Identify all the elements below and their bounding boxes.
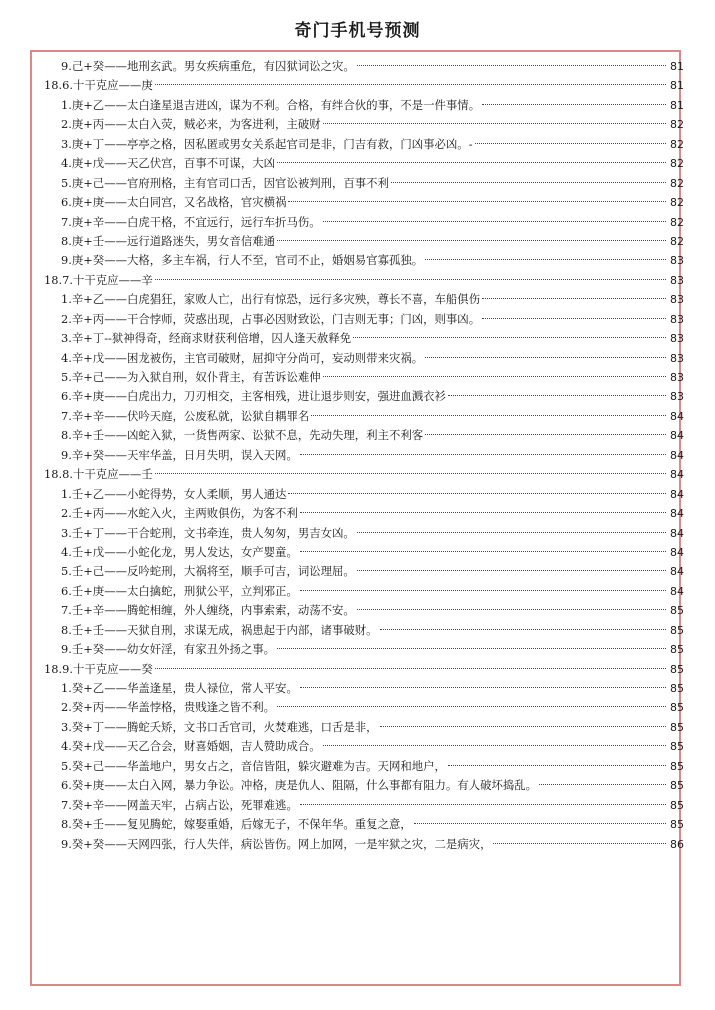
dot-leader: [380, 629, 666, 630]
dot-leader: [482, 298, 666, 299]
dot-leader: [425, 434, 666, 435]
dot-leader: [300, 687, 666, 688]
toc-section-row[interactable]: [44, 76, 684, 95]
toc-page-number: 84: [670, 565, 684, 579]
toc-entry-row[interactable]: [44, 835, 684, 854]
dot-leader: [323, 221, 666, 222]
toc-entry-row[interactable]: [44, 387, 684, 406]
dot-leader: [300, 590, 666, 591]
toc-entry-text: 7.庚+辛——白虎干格，不宜远行，远行车折马伤。: [61, 214, 321, 229]
toc-entry-row[interactable]: [44, 232, 684, 251]
dot-leader: [357, 570, 666, 571]
toc-page-number: 83: [670, 332, 684, 346]
toc-entry-row[interactable]: [44, 426, 684, 445]
dot-leader: [288, 201, 666, 202]
toc-entry-text: 9.庚+癸——大格，多主车祸，行人不至，官司不止，婚姻易官寡孤独。: [61, 253, 424, 268]
dot-leader: [475, 143, 666, 144]
toc-entry-text: 6.辛+庚——白虎出力，刀刃相交，主客相残，进让退步则安，强进血溅衣衫: [61, 389, 446, 404]
toc-entry-text: 8.癸+壬——复见腾蛇，嫁娶重婚，后嫁无子，不保年华。重复之意，: [61, 817, 412, 832]
toc-entry-row[interactable]: [44, 815, 684, 834]
dot-leader: [353, 337, 666, 338]
toc-entry-text: 1.癸+乙——华盖逢星，贵人禄位，常人平安。: [61, 681, 298, 695]
toc-page-number: 84: [670, 409, 684, 423]
toc-entry-text: 7.癸+辛——网盖天牢，占病占讼，死罪难逃。: [61, 797, 298, 812]
toc-page-number: 82: [670, 118, 684, 132]
table-of-contents: [44, 57, 684, 854]
toc-entry-row[interactable]: [44, 485, 684, 504]
toc-page-number: 85: [670, 682, 684, 695]
toc-page-number: 84: [670, 545, 684, 559]
toc-page-number: 84: [670, 448, 684, 462]
toc-entry-text: 7.壬+辛——腾蛇相缠，外人缠绕，内事索索，动荡不安。: [61, 603, 355, 618]
toc-entry-row[interactable]: [44, 543, 684, 562]
toc-page-number: 85: [670, 759, 684, 773]
dot-leader: [357, 65, 666, 66]
toc-entry-text: 7.辛+辛——伏吟天庭，公废私就，讼狱自耦罪名: [61, 408, 310, 423]
toc-entry-row[interactable]: [44, 368, 684, 387]
toc-page-number: 85: [670, 818, 684, 832]
toc-entry-text: 3.庚+丁——亭亭之格，因私匿或男女关系起官司是非，门吉有救，门凶事必凶。-: [61, 136, 473, 151]
toc-entry-text: 3.壬+丁——干合蛇刑，文书牵连，贵人匆匆，男吉女凶。: [61, 525, 355, 540]
toc-entry-text: 5.壬+己——反吟蛇刑，大祸将至，顺手可吉，词讼理屈。: [61, 564, 355, 579]
toc-entry-text: 6.庚+庚——太白同宫，又名战格，官灾横祸: [61, 195, 287, 210]
toc-page-number: 85: [670, 623, 684, 637]
dot-leader: [155, 473, 666, 474]
toc-entry-text: 6.癸+庚——太白入网，暴力争讼。冲格，庚是仇人、阻隔，什么事都有阻力。有人破坏捣乱。: [61, 778, 538, 793]
dot-leader: [277, 240, 666, 241]
toc-page-number: 83: [670, 254, 684, 268]
toc-entry-text: 3.辛+丁--狱神得奇，经商求财获利倍增，囚人逢天赦释免: [61, 331, 352, 346]
dot-leader: [414, 823, 666, 824]
dot-leader: [357, 532, 666, 533]
dot-leader: [323, 745, 666, 746]
toc-entry-text: 2.辛+丙——干合悖师，荧惑出现，占事必因财致讼，门吉则无事；门凶，则事凶。: [61, 311, 481, 326]
toc-page-number: 82: [670, 196, 684, 210]
toc-entry-text: 4.辛+戊——困龙被伤，主官司破财，屈抑守分尚可，妄动则带来灾祸。: [61, 350, 424, 365]
toc-entry-row[interactable]: [44, 562, 684, 581]
toc-entry-text: 5.癸+己——华盖地户，男女占之，音信皆阻，躲灾避难为吉。天网和地户，: [61, 758, 446, 773]
toc-page-number: 84: [670, 507, 684, 521]
toc-page-number: 83: [670, 293, 684, 307]
toc-page-number: 84: [670, 487, 684, 501]
toc-entry-row[interactable]: [44, 251, 684, 270]
toc-entry-row[interactable]: [44, 698, 684, 717]
toc-entry-text: 1.壬+乙——小蛇得势，女人柔顺，男人通达: [61, 486, 287, 501]
toc-entry-row[interactable]: [44, 290, 684, 309]
toc-page-number: 85: [670, 662, 684, 676]
dot-leader: [155, 668, 666, 669]
dot-leader: [357, 609, 666, 610]
page-title: 奇门手机号预测: [294, 21, 421, 41]
dot-leader: [323, 376, 666, 377]
toc-entry-text: 1.辛+乙——白虎猖狂，家败人亡，出行有惊恐，远行多灾殃，尊长不喜，车船俱伤: [61, 292, 481, 307]
toc-entry-row[interactable]: [44, 115, 684, 134]
dot-leader: [323, 123, 666, 124]
toc-entry-row[interactable]: [44, 310, 684, 329]
toc-entry-row[interactable]: [44, 135, 684, 154]
dot-leader: [425, 259, 666, 260]
dot-leader: [493, 843, 666, 844]
toc-page-number: 85: [670, 798, 684, 812]
toc-entry-row[interactable]: [44, 640, 684, 659]
dot-leader: [300, 804, 666, 805]
toc-page-number: 82: [670, 176, 684, 190]
toc-entry-text: 2.癸+丙——华盖悖格，贵贱逢之皆不利。: [61, 700, 276, 715]
toc-entry-row[interactable]: [44, 57, 684, 76]
dot-leader: [155, 84, 666, 85]
toc-page-number: 81: [670, 79, 684, 93]
dot-leader: [380, 726, 666, 727]
toc-page-number: 82: [670, 215, 684, 229]
toc-page-number: 84: [670, 526, 684, 540]
toc-entry-row[interactable]: [44, 621, 684, 640]
toc-entry-row[interactable]: [44, 329, 684, 348]
toc-section-row[interactable]: [44, 660, 684, 679]
toc-entry-text: 18.8.十干克应——壬: [44, 467, 153, 482]
toc-entry-row[interactable]: [44, 718, 684, 737]
toc-page-number: 85: [670, 701, 684, 715]
toc-page-number: 83: [670, 390, 684, 404]
toc-page-number: 84: [670, 429, 684, 443]
toc-entry-row[interactable]: [44, 96, 684, 115]
toc-entry-text: 8.辛+壬——凶蛇入狱，一货售两家、讼狱不息，先动失理，利主不利客: [61, 428, 424, 443]
toc-entry-row[interactable]: [44, 154, 684, 173]
dot-leader: [425, 357, 666, 358]
toc-entry-row[interactable]: [44, 757, 684, 776]
toc-page-number: 86: [670, 837, 684, 851]
dot-leader: [539, 784, 666, 785]
dot-leader: [300, 551, 666, 552]
toc-page-number: 84: [670, 584, 684, 598]
toc-page-number: 85: [670, 604, 684, 618]
toc-entry-text: 8.壬+壬——天狱自刑，求谋无成，祸患起于内部，诸事破财。: [61, 622, 378, 637]
toc-entry-row[interactable]: [44, 349, 684, 368]
toc-entry-row[interactable]: [44, 776, 684, 795]
toc-entry-row[interactable]: [44, 737, 684, 756]
toc-page-number: 83: [670, 312, 684, 326]
toc-page-number: 81: [670, 98, 684, 112]
toc-entry-text: 1.庚+乙——太白逢星退吉进凶，谋为不利。合格，有绊合伙的事，不是一件事情。: [61, 97, 481, 112]
dot-leader: [391, 182, 666, 183]
toc-entry-row[interactable]: [44, 407, 684, 426]
toc-entry-row[interactable]: [44, 582, 684, 601]
toc-entry-text: 9.癸+癸——天网四张，行人失伴，病讼皆伤。网上加网，一是牢狱之灾，二是病灾，: [61, 836, 492, 851]
toc-page-number: 83: [670, 273, 684, 287]
toc-entry-text: 4.壬+戊——小蛇化龙，男人发达，女产婴童。: [61, 544, 298, 559]
toc-entry-text: 5.庚+己——官府刑格，主有官司口舌，因官讼被判刑，百事不利: [61, 175, 389, 190]
toc-entry-row[interactable]: [44, 504, 684, 523]
toc-page-number: 82: [670, 137, 684, 151]
toc-entry-text: 3.癸+丁——腾蛇夭矫，文书口舌官司，火焚难逃，口舌是非，: [61, 719, 378, 734]
dot-leader: [288, 493, 666, 494]
toc-page-number: 84: [670, 468, 684, 482]
dot-leader: [277, 648, 666, 649]
toc-entry-text: 6.壬+庚——太白擒蛇，刑狱公平，立判邪正。: [61, 583, 298, 598]
dot-leader: [300, 454, 666, 455]
toc-entry-text: 2.壬+丙——水蛇入火，主两败俱伤，为客不利: [61, 506, 298, 521]
toc-entry-text: 9.己+癸——地刑玄武。男女疾病重危，有囚狱词讼之灾。: [61, 59, 355, 73]
toc-entry-row[interactable]: [44, 679, 684, 698]
toc-entry-text: 9.壬+癸——幼女奸淫，有家丑外扬之事。: [61, 642, 276, 657]
dot-leader: [448, 765, 666, 766]
toc-entry-text: 18.9.十干克应——癸: [44, 661, 153, 676]
toc-entry-text: 2.庚+丙——太白入荧，贼必来，为客进利，主破财: [61, 117, 321, 132]
toc-page-number: 85: [670, 720, 684, 734]
toc-page-number: 83: [670, 371, 684, 384]
toc-entry-row[interactable]: [44, 601, 684, 620]
dot-leader: [482, 104, 666, 105]
toc-entry-text: 8.庚+壬——远行道路迷失，男女音信难通: [61, 233, 276, 248]
toc-entry-text: 4.癸+戊——天乙合会，财喜婚姻，吉人赞助成合。: [61, 739, 321, 754]
toc-entry-row[interactable]: [44, 796, 684, 815]
dot-leader: [300, 512, 666, 513]
toc-page-number: 83: [670, 351, 684, 365]
toc-page-number: 85: [670, 779, 684, 793]
dot-leader: [277, 162, 666, 163]
toc-page-number: 85: [670, 740, 684, 754]
toc-entry-text: 4.庚+戊——天乙伏宫，百事不可谋，大凶: [61, 156, 276, 171]
dot-leader: [311, 415, 666, 416]
toc-entry-row[interactable]: [44, 193, 684, 212]
dot-leader: [277, 706, 666, 707]
dot-leader: [448, 395, 666, 396]
toc-section-row[interactable]: [44, 465, 684, 484]
dot-leader: [482, 318, 666, 319]
toc-entry-text: 18.6.十干克应——庚: [44, 78, 153, 93]
toc-entry-row[interactable]: [44, 213, 684, 232]
toc-section-row[interactable]: [44, 271, 684, 290]
toc-entry-text: 18.7.十干克应——辛: [44, 272, 153, 287]
toc-entry-text: 5.辛+己——为入狱自刑，奴仆背主，有苦诉讼难伸: [61, 370, 321, 384]
toc-entry-text: 9.辛+癸——天牢华盖，日月失明，误入天网。: [61, 447, 298, 462]
toc-entry-row[interactable]: [44, 446, 684, 465]
toc-entry-row[interactable]: [44, 524, 684, 543]
dot-leader: [155, 279, 666, 280]
toc-entry-row[interactable]: [44, 174, 684, 193]
toc-page-number: 81: [670, 60, 684, 73]
toc-page-number: 82: [670, 234, 684, 248]
toc-page-number: 82: [670, 157, 684, 171]
toc-page-number: 85: [670, 643, 684, 657]
